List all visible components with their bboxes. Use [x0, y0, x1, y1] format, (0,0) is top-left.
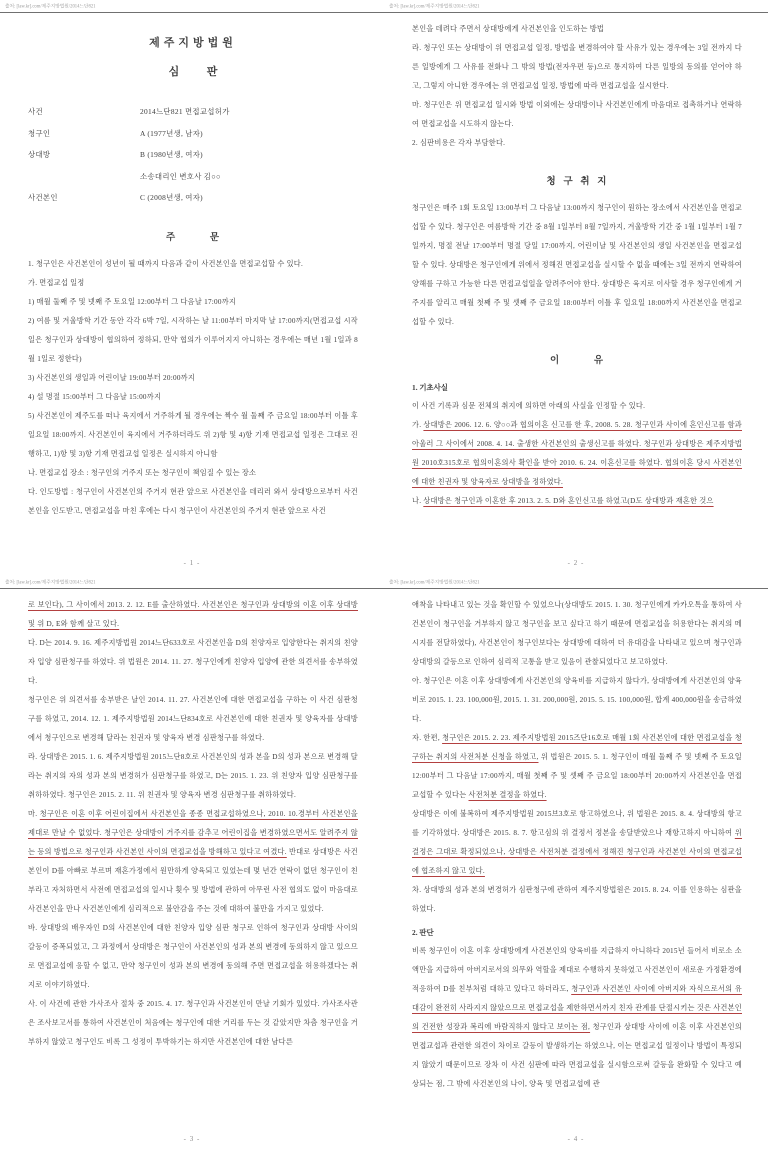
paragraph: [412, 397, 742, 416]
page-number: - 2 -: [567, 559, 585, 567]
section-heading: 이 유: [549, 356, 605, 366]
paragraph: [28, 634, 358, 691]
source-watermark: 출처: [law.kr].com/제주지방법원/2014느단821: [5, 580, 96, 586]
case-field-row: [28, 187, 358, 209]
page-number: - 1 -: [183, 559, 201, 567]
paragraph: [412, 805, 742, 881]
page-4: [384, 576, 768, 1152]
paragraph: [412, 942, 742, 1094]
field-value: B (1980년생, 여자): [140, 150, 203, 160]
text-segment: 비록 청구인이 이혼 이후 상대방에게 사건본인의 양육비를 지급하지 아니하다 2015년 들어서 비로소 소액만을 지급하여 아버지로서의 의무와 역할을 제대로 수행하지 못하였고 사건본인이 새로운 가정환경에 적응하여 D를 친부처럼 대하고 있다고 하더라도,: [412, 947, 742, 993]
text-segment: 5) 사건본인이 제주도를 떠나 육지에서 거주하게 될 경우에는 짝수 월 둘째 주 금요일 18:00부터 이틀 후 일요일 18:00까지. 사건본인이 육지에서 거주하더라도 위 2)항 및 4)항 기재 면접교섭 일정은 그대로 진행하고, 1)항 및 3)항 기재 면접교섭 일정은 실시하지 아니함: [28, 411, 358, 458]
paragraph: [412, 39, 742, 96]
text-segment: 청구인은 위 의견서를 송부받은 날인 2014. 11. 27. 사건본인에 대한 면접교섭을 구하는 이 사건 심판청구를 하였고, 2014. 12. 1. 제주지방법원 2014느단834호로 사건본인에 대한 친권자 및 양육자를 상대방에서 청구인으로 변경해 달라는 친권자 및 양육자 변경 심판청구를 하였다.: [28, 696, 358, 742]
paragraph: [412, 492, 742, 511]
text-segment: 반대로 상대방은 사건본인이 D를 아빠로 부르며 재혼가정에서 원만하게 양육되고 있었는데 몇 년간 연락이 없던 청구인이 친부라고 자처하면서 사전에 면접교섭의 일시나 횟수 및 방법에 관하여 아무런 사전 협의도 없이 마음대로 사건본인을 만나 사건본인에게 심리적으로 불안감을 주는 것에 대하여 불만을 가지고 있었다.: [28, 848, 358, 913]
paragraph: [412, 134, 742, 153]
header-rule: [384, 588, 768, 589]
page-1: [0, 0, 384, 576]
source-watermark: 출처: [law.kr].com/제주지방법원/2014느단821: [389, 4, 480, 10]
paragraph: [28, 805, 358, 919]
text-segment: 청구인은 매주 1회 토요일 13:00부터 그 다음날 13:00까지 청구인이 원하는 장소에서 사건본인을 면접교섭할 수 있다. 청구인은 여름방학 기간 중 8월 1일부터 8월 7일까지, 겨울방학 기간 중 1월 1일부터 1월 7일까지, 명절 전날 17:00부터 명절 당일 17:00까지, 어린이날 및 사건본인의 생일 사건본인을 면접교섭할 수 있다. 상대방은 청구인에게 위에서 정해진 면접교섭을 실시할 수 없을 때에는 3일 전까지 연락하여 양해를 구하고 가능한 다른 면접교섭일을 알려주어야 한다. 상대방은 육지로 이사할 경우 청구인에게 거주지를 알리고 매월 첫째 주 및 셋째 주 금요일 18:00부터 이틀 후 일요일 18:00까지 사건본인을 면접교섭할 수 있다.: [412, 204, 742, 326]
text-segment: 2. 심판비용은 각자 부담한다.: [412, 139, 506, 147]
paragraph: [28, 483, 358, 521]
paragraph: [28, 464, 358, 483]
page-2: [384, 0, 768, 576]
red-underlined-text: 위 결정은 그대로 확정되었으나, 상대방은 사전처분 결정에서 정해진 청구인과 사건본인 사이의 면접교섭에 협조하지 않고 있다.: [412, 829, 742, 875]
case-fields: [28, 101, 358, 209]
header-rule: [0, 588, 384, 589]
text-segment: 가. 면접교섭 일정: [28, 278, 85, 287]
paragraph: [28, 293, 358, 312]
field-value: 소송대리인 변호사 김○○: [140, 171, 221, 181]
paragraph: [28, 995, 358, 1052]
field-value: C (2008년생, 여자): [140, 193, 203, 203]
paragraph: [28, 748, 358, 805]
text-segment: 마.: [28, 810, 40, 818]
text-segment: 본인을 데려다 주면서 상대방에게 사건본인을 인도하는 방법: [412, 25, 605, 33]
paragraph: [28, 274, 358, 293]
paragraph: [28, 369, 358, 388]
header-rule: [384, 12, 768, 13]
paragraph: [412, 596, 742, 672]
paragraph: [28, 255, 358, 274]
page-3-content: [28, 596, 358, 1126]
case-field-row: [28, 144, 358, 166]
text-segment: 아. 청구인은 이혼 이후 상대방에게 사건본인의 양육비를 지급하지 않다가, 상대방에게 사건본인의 양육비로 2015. 1. 23. 100,000원, 2015. 1. 31. 200,000원, 2015. 5. 15. 100,000원, 합계 400,000원을 송금하였다.: [412, 677, 742, 723]
field-value: A (1977년생, 남자): [140, 128, 203, 138]
page-number: - 3 -: [183, 1135, 201, 1143]
text-segment: 마. 청구인은 위 면접교섭 일시와 방법 이외에는 상대방이나 사건본인에게 마음대로 접촉하거나 연락하여 면접교섭을 시도하지 않는다.: [412, 101, 742, 128]
text-segment: 이 사건 기록과 심문 전체의 취지에 의하면 아래의 사실을 인정할 수 있다.: [412, 402, 646, 410]
source-watermark: 출처: [law.kr].com/제주지방법원/2014느단821: [389, 580, 480, 586]
text-segment: 라. 청구인 또는 상대방이 위 면접교섭 일정, 방법을 변경하여야 할 사유가 있는 경우에는 3일 전까지 다른 일방에게 그 사유를 전화나 그 밖의 방법(전자우편 등)으로 통지하여 다른 일방의 동의를 얻어야 하고, 그렇지 아니한 경우에는 위 면접교섭 일정, 방법에 따라 면접교섭을 실시한다.: [412, 44, 742, 90]
text-segment: 나. 면접교섭 장소 : 청구인의 거주지 또는 청구인이 책임질 수 있는 장소: [28, 468, 257, 477]
source-watermark: 출처: [law.kr].com/제주지방법원/2014느단821: [5, 4, 96, 10]
paragraph: [412, 20, 742, 39]
case-field-row: [28, 166, 358, 188]
text-segment: 애착을 나타내고 있는 것을 확인할 수 있었으나(상대방도 2015. 1. 30. 청구인에게 카카오톡을 통하여 사건본인이 청구인을 거부하지 않고 청구인을 보고 싶다고 하기 때문에 면접교섭을 허용한다는 취지의 메시지를 전달하였다), 사건본인이 청구인보다는 상대방에 대하여 더 유대감을 나타내고 있으며 청구인과 상대방의 갈등으로 인하여 심리적 고통을 받고 있음이 관찰되었다고 보고하였다.: [412, 601, 742, 666]
field-label: 사건본인: [28, 193, 58, 203]
paragraph: [28, 691, 358, 748]
text-segment: 상대방은 이에 불복하여 제주지방법원 2015브3호로 항고하였으나, 위 법원은 2015. 8. 4. 상대방의 항고를 기각하였다. 상대방은 2015. 8. 7. 항고심의 위 결정서 정본을 송달받았으나 재항고하지 아니하여: [412, 810, 742, 837]
text-segment: 2) 여름 및 겨울방학 기간 동안 각각 6박 7일, 시작하는 날 11:00부터 마지막 날 17:00까지(면접교섭 시작일은 청구인과 상대방이 협의하여 정하되, 만약 협의가 이루어지지 아니하는 경우에는 매년 1월 1일과 8월 1일로 정한다): [28, 316, 358, 363]
red-underlined-text: 로 보인다), 그 사이에서 2013. 2. 12. E를 출산하였다. 사건본인은 청구인과 상대방의 이혼 이후 상대방 및 위 D, E와 함께 살고 있다.: [28, 601, 358, 628]
paragraph: [28, 919, 358, 995]
red-underlined-text: 사전처분 결정을 하였다.: [468, 791, 547, 799]
text-segment: 위 법원은 2015. 5. 1. 청구인이 매월 둘째 주 및 넷째 주 토요일 12:00부터 그 다음날 17:00까지, 매월 첫째 주 및 셋째 주 금요일 18:00부터 20:00까지 사건본인을 면접교섭할 수 있다는: [412, 753, 742, 799]
red-underlined-text: 청구인은 2015. 2. 23. 제주지방법원 2015즈단16호로 매월 1회 사건본인에 대한 면접교섭을 청구하는 취지의 사전처분 신청을 하였고,: [412, 734, 742, 761]
red-underlined-text: 상대방은 2006. 12. 6. 양○○과 협의이혼 신고를 한 후, 2008. 5. 28. 청구인과 사이에 혼인신고를 함과 아울러 그 사이에서 2008. 4. 14. 출생한 사건본인의 출생신고를 하였다. 청구인과 상대방은 제주지방법원 2010호315호로 협의이혼의사 확인을 받아 2010. 6. 24. 이혼신고를 하였다. 협의이혼 당시 사건본인에 대한 친권자 및 양육자로 상대방을 정하였다.: [412, 421, 742, 486]
text-segment: 차. 상대방의 성과 본의 변경허가 심판청구에 관하여 제주지방법원은 2015. 8. 24. 이를 인용하는 심판을 하였다.: [412, 886, 742, 913]
field-value: 2014느단821 면접교섭허가: [140, 107, 230, 117]
paragraph: [28, 388, 358, 407]
paragraph: [412, 199, 742, 332]
text-segment: 3) 사건본인의 생일과 어린이날 19:00부터 20:00까지: [28, 373, 196, 382]
page-4-content: [412, 596, 742, 1126]
text-segment: 자. 한편,: [412, 734, 443, 742]
field-label: 사건: [28, 107, 43, 117]
subsection-heading: 1. 기초사실: [412, 383, 448, 392]
case-field-row: [28, 123, 358, 145]
text-segment: 라. 상대방은 2015. 1. 6. 제주지방법원 2015느단8호로 사건본인의 성과 본을 D의 성과 본으로 변경해 달라는 취지의 자의 성과 본의 변경허가 심판청구를 하였고, D는 2015. 1. 23. 위 친양자 입양 심판청구를 취하하였다. 청구인은 2015. 2. 11. 위 친권자 및 양육자 변경 심판청구를 취하하였다.: [28, 753, 358, 799]
paragraph: [412, 96, 742, 134]
section-heading: 청 구 취 지: [546, 177, 608, 187]
text-segment: 다. 인도방법 : 청구인이 사건본인의 주거지 현관 앞으로 사건본인을 데리러 와서 상대방으로부터 사건본인을 인도받고, 면접교섭을 마친 후에는 다시 청구인이 사건본인의 주거지 현관 앞으로 사건: [28, 487, 358, 515]
text-segment: 나.: [412, 497, 424, 505]
case-field-row: [28, 101, 358, 123]
court-name: 제주지방법원: [149, 37, 237, 49]
text-segment: 1) 매월 둘째 주 및 넷째 주 토요일 12:00부터 그 다음날 17:00까지: [28, 297, 237, 306]
header-rule: [0, 12, 384, 13]
text-segment: 4) 설 명절 15:00부터 그 다음날 15:00까지: [28, 392, 162, 401]
paragraph: [412, 729, 742, 805]
page-3: [0, 576, 384, 1152]
paragraph: [28, 407, 358, 464]
field-label: 상대방: [28, 150, 51, 160]
text-segment: 가.: [412, 421, 424, 429]
section-heading: 주 문: [165, 232, 221, 243]
text-segment: 다. D는 2014. 9. 16. 제주지방법원 2014느단633호로 사건본인을 D의 친양자로 입양한다는 취지의 친양자 입양 심판청구를 하였다. 위 법원은 2014. 11. 27. 청구인에게 친양자 입양에 관한 의견서를 송부하였다.: [28, 639, 358, 685]
text-segment: 바. 상대방의 배우자인 D의 사건본인에 대한 친양자 입양 심판 청구로 인하여 청구인과 상대방 사이의 갈등이 증폭되었고, 그 과정에서 상대방은 청구인이 사건본인의 성과 본의 변경에 동의하지 않고 있으므로 면접교섭에 응할 수 없고, 만약 청구인이 성과 본의 변경에 동의해 주면 면접교섭을 허용하겠다는 취지로 이야기하였다.: [28, 924, 358, 989]
red-underlined-text: 상대방은 청구인과 이혼한 후 2013. 2. 5. D와 혼인신고를 하였고(D도 상대방과 재혼한 것으: [423, 497, 714, 505]
paragraph: [412, 416, 742, 492]
paragraph: [412, 881, 742, 919]
text-segment: 청구인과 상대방 사이에 이혼 이후 사건본인의 면접교섭과 관련한 의견이 차이로 갈등이 발생하기는 하였으나, 이는 면접교섭 일정이나 방법이 특정되지 않았기 때문이므로 장차 이 사건 심판에 따라 면접교섭을 실시함으로써 갈등을 완화할 수 있다고 예상되는 점, 그 밖에 사건본인의 나이, 양육 및 면접교섭에 관: [412, 1023, 742, 1088]
paragraph: [28, 312, 358, 369]
page-number: - 4 -: [567, 1135, 585, 1143]
red-underlined-text: 청구인과 사건본인 사이에 아버지와 자식으로서의 유대감이 완전히 사라지지 않았으므로 면접교섭을 제한하면서까지 친자 관계를 단절시키는 것은 사건본인의 건전한 성장과 복리에 바람직하지 않다고 보이는 점,: [412, 985, 742, 1031]
paragraph: [412, 672, 742, 729]
page-1-content: [28, 20, 358, 550]
field-label: 청구인: [28, 128, 51, 138]
red-underlined-text: 청구인은 이혼 이후 어린이집에서 사건본인을 종종 면접교섭하였으나, 2010. 10.경부터 사건본인을 제대로 만날 수 없었다. 청구인은 상대방이 거주지를 감추고 어린이집을 변경하였으면서도 알려주지 않는 등의 방법으로 청구인과 사건본인 사이의 면접교섭을 방해하고 있다고 여겼다.: [28, 810, 358, 856]
subsection-heading: 2. 판단: [412, 928, 434, 937]
page-2-content: [412, 20, 742, 550]
paragraph: [28, 596, 358, 634]
document-type-title: 심 판: [168, 66, 218, 78]
text-segment: 1. 청구인은 사건본인이 성년이 될 때까지 다음과 같이 사건본인을 면접교섭할 수 있다.: [28, 259, 304, 268]
text-segment: 사. 이 사건에 관한 가사조사 절차 중 2015. 4. 17. 청구인과 사건본인이 만날 기회가 있었다. 가사조사관은 조사보고서를 통하여 사건본인이 처음에는 청구인에 대한 거리를 두는 것 같았지만 차츰 청구인을 거부하지 않았고 청구인도 비록 그 성정이 투박하기는 하지만 사건본인에 대한 남다른: [28, 1000, 358, 1046]
